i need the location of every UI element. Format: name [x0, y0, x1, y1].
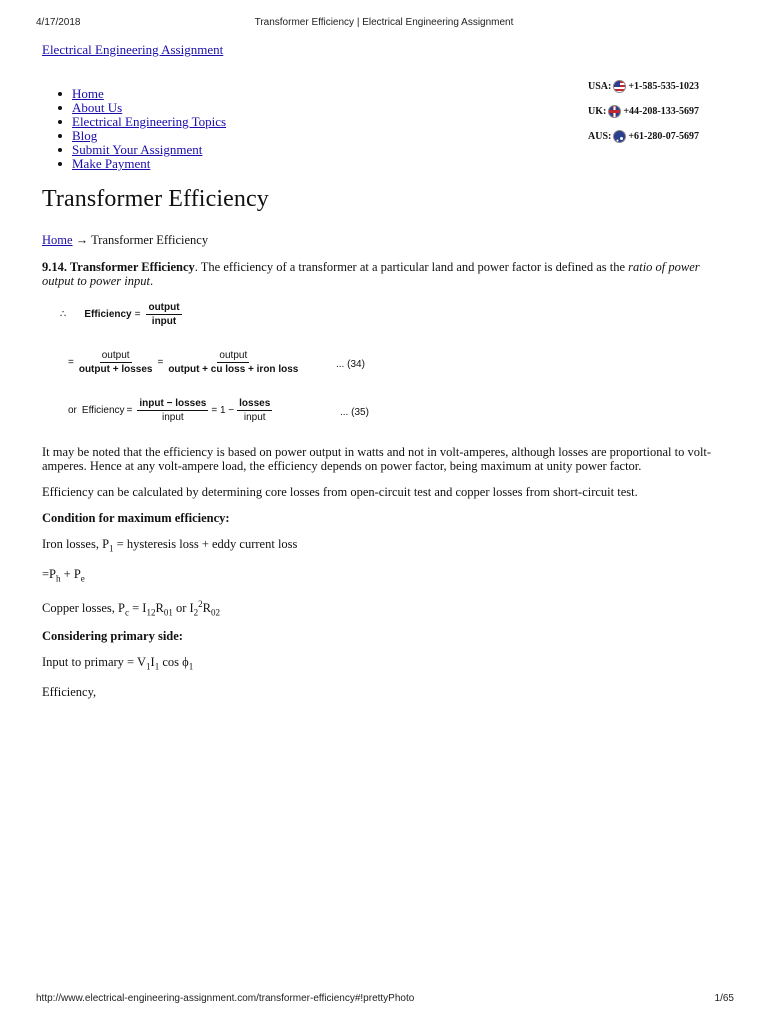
eq-one-minus: = 1 −	[211, 405, 235, 416]
nav-link-submit[interactable]: Submit Your Assignment	[72, 142, 203, 157]
denominator: input	[162, 412, 184, 423]
nav-item-submit	[56, 143, 226, 157]
intro-paragraph	[42, 260, 722, 288]
text: Input to primary = V	[42, 655, 147, 669]
equation-34	[68, 350, 303, 375]
eq-equals: =	[68, 357, 74, 368]
contact-uk	[588, 99, 699, 124]
subscript: h	[56, 573, 61, 584]
subscript: 01	[163, 607, 173, 618]
phone-number[interactable]: +44-208-133-5697	[623, 106, 700, 117]
input-to-primary-line	[42, 655, 722, 674]
text: + P	[60, 567, 81, 581]
print-url: http://www.electrical-engineering-assignment.com/transformer-efficiency#!prettyPhoto	[36, 993, 415, 1004]
us-flag-icon	[613, 80, 626, 93]
eq-or: or	[68, 405, 77, 416]
denominator: input	[243, 412, 266, 423]
nav-link-home[interactable]: Home	[72, 86, 104, 101]
denominator: output + losses	[78, 364, 153, 375]
eq-equals: =	[126, 405, 133, 416]
print-page-title: Transformer Efficiency | Electrical Engineering Assignment	[254, 17, 514, 28]
subscript: 1	[154, 661, 160, 672]
phone-number[interactable]: +1-585-535-1023	[628, 81, 700, 92]
note-paragraph: It may be noted that the efficiency is based on power output in watts and not in volt-amperes, although losses are proportional to volt-amperes. Hence at any volt-ampere load, the efficiency depends on power factor, being maximum at unity power factor.	[42, 445, 712, 473]
equation-number-35: ... (35)	[340, 407, 369, 418]
subscript: 02	[210, 607, 220, 618]
primary-side-heading: Considering primary side:	[42, 629, 183, 643]
iron-losses-sum-line	[42, 567, 722, 586]
eq-efficiency-label: Efficiency	[84, 309, 132, 320]
fraction-losses-input	[237, 398, 272, 423]
fraction-input-losses	[137, 398, 208, 423]
fraction-output-input	[146, 302, 181, 327]
text: R	[202, 601, 211, 616]
text: = I	[129, 601, 147, 616]
numerator: output	[101, 350, 130, 361]
fraction-output-losses	[77, 350, 155, 375]
copper-losses-line	[42, 597, 722, 620]
equation-efficiency	[60, 302, 185, 327]
print-page-number: 1/65	[714, 993, 734, 1004]
nav-item-payment	[56, 157, 226, 171]
numerator: output	[219, 350, 248, 361]
eq-equals: =	[134, 309, 141, 320]
equation-number-34: ... (34)	[336, 359, 365, 370]
print-header	[0, 17, 768, 31]
numerator: input − losses	[139, 398, 207, 409]
therefore-symbol: ∴	[60, 309, 67, 320]
equation-35	[68, 398, 275, 423]
print-footer	[0, 993, 768, 1007]
subscript: e	[80, 573, 85, 584]
breadcrumb	[42, 233, 208, 248]
efficiency-label: Efficiency,	[42, 685, 97, 699]
uk-flag-icon	[608, 105, 621, 118]
phone-number[interactable]: +61-280-07-5697	[628, 131, 700, 142]
country-label: AUS:	[588, 131, 612, 142]
intro-text: . The efficiency of a transformer at a particular land and power factor is defined as the	[194, 260, 629, 274]
print-date: 4/17/2018	[36, 17, 81, 28]
max-efficiency-heading: Condition for maximum efficiency:	[42, 511, 230, 525]
nav-item-about	[56, 101, 226, 115]
text: cos ϕ	[159, 655, 189, 669]
intro-emphasis: ratio of power output to power input	[42, 260, 700, 288]
subscript: 12	[146, 607, 156, 618]
eq-efficiency-label: Efficiency	[81, 405, 125, 416]
eq-equals: =	[157, 357, 164, 368]
subscript: 1	[146, 661, 151, 672]
efficiency-equations	[60, 296, 460, 431]
contact-phones	[588, 74, 699, 149]
superscript: 2	[198, 599, 203, 609]
nav-link-about[interactable]: About Us	[72, 100, 123, 115]
subscript: 1	[188, 661, 194, 672]
intro-end: .	[150, 274, 154, 288]
nav-link-blog[interactable]: Blog	[72, 128, 98, 143]
text: or I	[172, 601, 194, 616]
page-title: Transformer Efficiency	[42, 186, 269, 212]
fraction-output-cu-iron	[166, 350, 300, 375]
contact-aus	[588, 124, 699, 149]
iron-losses-line	[42, 537, 722, 556]
numerator: losses	[239, 398, 271, 409]
efficiency-calc-paragraph: Efficiency can be calculated by determining core losses from open-circuit test and copper losses from short-circuit test.	[42, 485, 638, 499]
subscript: 2	[193, 607, 199, 618]
country-label: UK:	[588, 106, 607, 117]
breadcrumb-current: Transformer Efficiency	[91, 233, 209, 247]
subscript: c	[125, 607, 129, 618]
country-label: USA:	[588, 81, 612, 92]
denominator: input	[151, 316, 177, 327]
site-home-link[interactable]: Electrical Engineering Assignment	[42, 42, 224, 57]
section-heading: 9.14. Transformer Efficiency	[42, 260, 195, 274]
numerator: output	[148, 302, 180, 313]
text: R	[155, 601, 164, 616]
nav-item-home	[56, 87, 226, 101]
nav-item-blog	[56, 129, 226, 143]
denominator: output + cu loss + iron loss	[168, 364, 299, 375]
main-nav	[56, 87, 226, 171]
text: =P	[42, 567, 57, 581]
breadcrumb-home-link[interactable]: Home	[42, 233, 73, 247]
nav-link-topics[interactable]: Electrical Engineering Topics	[72, 114, 227, 129]
text: = hysteresis loss + eddy current loss	[113, 537, 298, 551]
text: Copper losses, P	[42, 601, 125, 616]
text: I	[150, 655, 155, 669]
text: Iron losses, P	[42, 537, 110, 551]
nav-link-payment[interactable]: Make Payment	[72, 156, 151, 171]
subscript: 1	[109, 543, 114, 554]
breadcrumb-separator: →	[72, 233, 92, 247]
contact-usa	[588, 74, 699, 99]
nav-item-topics	[56, 115, 226, 129]
aus-flag-icon	[613, 130, 626, 143]
